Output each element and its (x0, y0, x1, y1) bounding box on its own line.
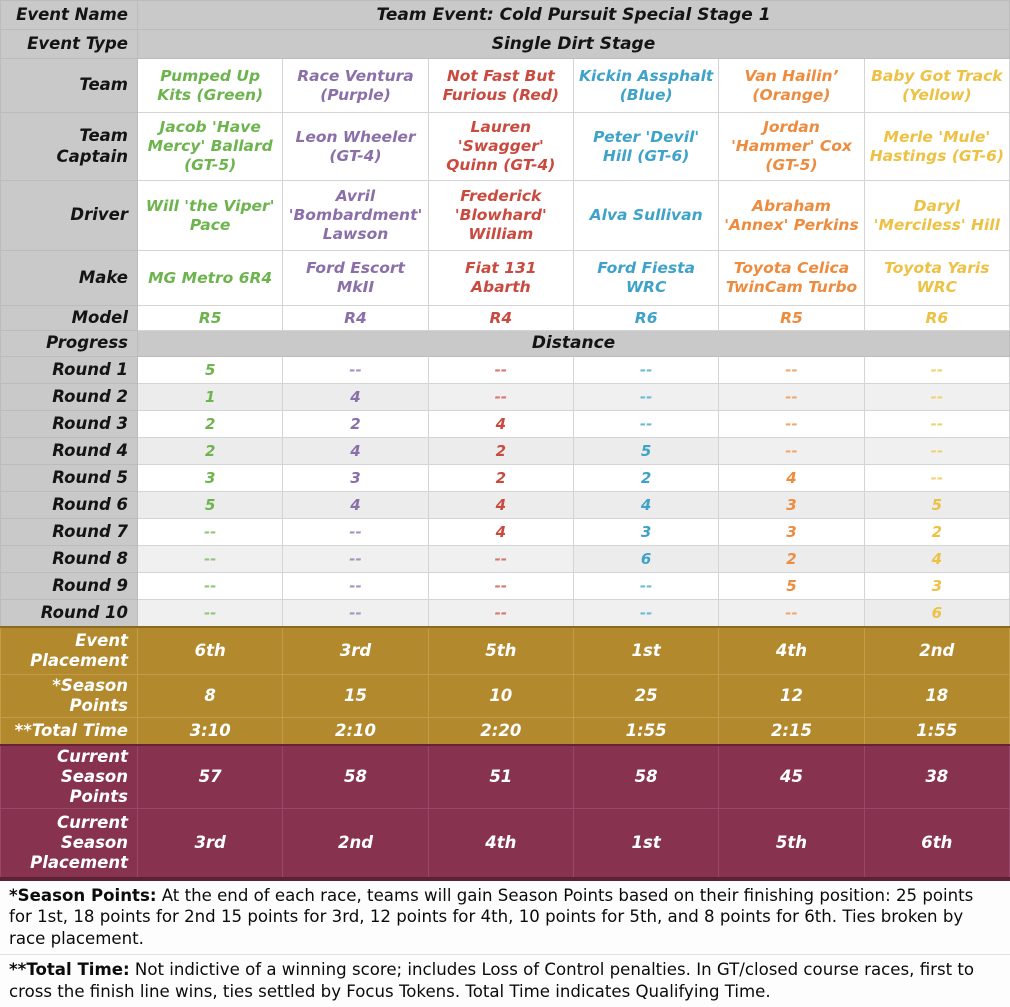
model-cell: R5 (719, 306, 864, 331)
round-value-cell: -- (719, 600, 864, 627)
round-value-cell: 4 (428, 492, 573, 519)
season-points-cell: 10 (428, 675, 573, 718)
team-name-cell: Kickin Assphalt (Blue) (573, 59, 718, 113)
round-value-cell: -- (138, 519, 283, 546)
round-value-cell: -- (573, 573, 718, 600)
current-season-points-cell: 38 (864, 745, 1009, 809)
total-time-footnote-lead: **Total Time: (9, 960, 130, 980)
current-season-points-label: Current Season Points (1, 745, 138, 809)
current-season-placement-label: Current Season Placement (1, 809, 138, 879)
round-value-cell: 3 (138, 465, 283, 492)
round-value-cell: -- (283, 600, 428, 627)
current-season-points-cell: 58 (283, 745, 428, 809)
round-value-cell: -- (283, 357, 428, 384)
driver-cell: Abraham 'Annex' Perkins (719, 181, 864, 251)
team-captain-cell: Peter 'Devil' Hill (GT-6) (573, 113, 718, 181)
round-value-cell: 4 (283, 384, 428, 411)
season-points-cell: 8 (138, 675, 283, 718)
current-season-placement-cell: 6th (864, 809, 1009, 879)
round-label: Round 5 (1, 465, 138, 492)
total-time-cell: 2:20 (428, 718, 573, 745)
round-row (1, 573, 1010, 600)
round-value-cell: 3 (719, 492, 864, 519)
round-row (1, 438, 1010, 465)
team-captain-cell: Jacob 'Have Mercy' Ballard (GT-5) (138, 113, 283, 181)
round-value-cell: -- (428, 600, 573, 627)
round-label: Round 8 (1, 546, 138, 573)
round-value-cell: -- (864, 411, 1009, 438)
event-name-label: Event Name (1, 1, 138, 30)
current-season-points-cell: 45 (719, 745, 864, 809)
round-value-cell: -- (428, 573, 573, 600)
round-value-cell: -- (864, 438, 1009, 465)
make-cell: Ford Fiesta WRC (573, 251, 718, 306)
current-season-placement-cell: 4th (428, 809, 573, 879)
round-value-cell: -- (864, 465, 1009, 492)
round-value-cell: 3 (573, 519, 718, 546)
round-value-cell: -- (719, 411, 864, 438)
round-label: Round 10 (1, 600, 138, 627)
round-value-cell: -- (573, 411, 718, 438)
driver-row-label: Driver (1, 181, 138, 251)
round-value-cell: 2 (283, 411, 428, 438)
season-points-cell: 18 (864, 675, 1009, 718)
team-captain-cell: Merle 'Mule' Hastings (GT-6) (864, 113, 1009, 181)
round-value-cell: 4 (864, 546, 1009, 573)
round-value-cell: -- (719, 384, 864, 411)
round-value-cell: 2 (138, 411, 283, 438)
round-value-cell: -- (138, 546, 283, 573)
driver-cell: Frederick 'Blowhard' William (428, 181, 573, 251)
event-placement-cell: 3rd (283, 627, 428, 675)
round-row (1, 357, 1010, 384)
round-value-cell: 4 (283, 492, 428, 519)
total-time-cell: 3:10 (138, 718, 283, 745)
season-points-footnote (0, 881, 1010, 955)
round-value-cell: -- (283, 519, 428, 546)
team-captain-row (1, 113, 1010, 181)
round-row (1, 492, 1010, 519)
current-season-placement-cell: 5th (719, 809, 864, 879)
event-placement-row (1, 627, 1010, 675)
total-time-cell: 1:55 (573, 718, 718, 745)
team-captain-cell: Lauren 'Swagger' Quinn (GT-4) (428, 113, 573, 181)
driver-cell: Avril 'Bombardment' Lawson (283, 181, 428, 251)
round-value-cell: 2 (138, 438, 283, 465)
progress-header-row (1, 331, 1010, 357)
model-cell: R6 (573, 306, 718, 331)
event-placement-label: Event Placement (1, 627, 138, 675)
total-time-footnote-text: Not indictive of a winning score; includes Loss of Control penalties. In GT/closed course races, first to cross the finish line wins, ties settled by Focus Tokens. Total Time indicates Qualifying Time. (9, 960, 975, 1001)
round-value-cell: -- (573, 384, 718, 411)
event-placement-cell: 6th (138, 627, 283, 675)
driver-cell: Will 'the Viper' Pace (138, 181, 283, 251)
round-label: Round 7 (1, 519, 138, 546)
round-value-cell: 5 (719, 573, 864, 600)
driver-row (1, 181, 1010, 251)
round-value-cell: -- (138, 573, 283, 600)
team-row (1, 59, 1010, 113)
event-name-row (1, 1, 1010, 30)
team-name-cell: Pumped Up Kits (Green) (138, 59, 283, 113)
round-value-cell: 4 (573, 492, 718, 519)
round-value-cell: 2 (719, 546, 864, 573)
round-value-cell: -- (573, 600, 718, 627)
season-points-footnote-text: At the end of each race, teams will gain Season Points based on their finishing position: 25 points for 1st, 18 points for 2nd 15 points for 3rd, 12 points for 4th, 10 points for 5th, and 8 points for 6th. Ties broken by race placement. (9, 885, 974, 948)
event-type-label: Event Type (1, 30, 138, 59)
round-row (1, 411, 1010, 438)
current-season-placement-cell: 2nd (283, 809, 428, 879)
make-row-label: Make (1, 251, 138, 306)
current-season-points-cell: 58 (573, 745, 718, 809)
round-row (1, 384, 1010, 411)
make-cell: Toyota Yaris WRC (864, 251, 1009, 306)
team-captain-row-label: Team Captain (1, 113, 138, 181)
total-time-footnote (0, 954, 1010, 1007)
season-points-cell: 12 (719, 675, 864, 718)
model-cell: R5 (138, 306, 283, 331)
make-cell: Toyota Celica TwinCam Turbo (719, 251, 864, 306)
round-value-cell: -- (864, 357, 1009, 384)
round-value-cell: 5 (864, 492, 1009, 519)
event-placement-cell: 4th (719, 627, 864, 675)
round-row (1, 465, 1010, 492)
event-placement-cell: 2nd (864, 627, 1009, 675)
round-label: Round 4 (1, 438, 138, 465)
model-cell: R4 (283, 306, 428, 331)
round-value-cell: 5 (138, 357, 283, 384)
round-label: Round 6 (1, 492, 138, 519)
round-value-cell: 5 (573, 438, 718, 465)
round-value-cell: -- (428, 384, 573, 411)
total-time-cell: 2:10 (283, 718, 428, 745)
round-value-cell: 3 (864, 573, 1009, 600)
round-value-cell: 4 (719, 465, 864, 492)
round-label: Round 2 (1, 384, 138, 411)
team-row-label: Team (1, 59, 138, 113)
make-cell: Fiat 131 Abarth (428, 251, 573, 306)
round-value-cell: 4 (428, 519, 573, 546)
round-row (1, 600, 1010, 627)
season-points-cell: 15 (283, 675, 428, 718)
footnotes-section (0, 881, 1010, 1007)
make-cell: MG Metro 6R4 (138, 251, 283, 306)
round-row (1, 519, 1010, 546)
total-time-cell: 2:15 (719, 718, 864, 745)
event-placement-cell: 5th (428, 627, 573, 675)
progress-row-label: Progress (1, 331, 138, 357)
event-type-row (1, 30, 1010, 59)
make-row (1, 251, 1010, 306)
round-value-cell: -- (719, 357, 864, 384)
round-value-cell: 6 (864, 600, 1009, 627)
round-value-cell: 1 (138, 384, 283, 411)
round-label: Round 9 (1, 573, 138, 600)
round-value-cell: 3 (283, 465, 428, 492)
round-value-cell: 2 (864, 519, 1009, 546)
model-cell: R6 (864, 306, 1009, 331)
team-captain-cell: Leon Wheeler (GT-4) (283, 113, 428, 181)
event-placement-cell: 1st (573, 627, 718, 675)
season-points-cell: 25 (573, 675, 718, 718)
round-value-cell: -- (864, 384, 1009, 411)
round-value-cell: -- (283, 573, 428, 600)
current-season-points-row (1, 745, 1010, 809)
distance-header: Distance (138, 331, 1010, 357)
round-value-cell: 4 (428, 411, 573, 438)
round-value-cell: -- (719, 438, 864, 465)
model-row-label: Model (1, 306, 138, 331)
total-time-row (1, 718, 1010, 745)
team-name-cell: Van Hailin’ (Orange) (719, 59, 864, 113)
round-value-cell: 2 (428, 465, 573, 492)
team-name-cell: Not Fast But Furious (Red) (428, 59, 573, 113)
round-value-cell: 6 (573, 546, 718, 573)
total-time-cell: 1:55 (864, 718, 1009, 745)
season-points-label: *Season Points (1, 675, 138, 718)
total-time-label: **Total Time (1, 718, 138, 745)
current-season-points-cell: 57 (138, 745, 283, 809)
team-captain-cell: Jordan 'Hammer' Cox (GT-5) (719, 113, 864, 181)
round-label: Round 3 (1, 411, 138, 438)
round-value-cell: 5 (138, 492, 283, 519)
season-points-row (1, 675, 1010, 718)
round-value-cell: 4 (283, 438, 428, 465)
event-name-value: Team Event: Cold Pursuit Special Stage 1 (138, 1, 1010, 30)
round-value-cell: -- (138, 600, 283, 627)
current-season-placement-cell: 3rd (138, 809, 283, 879)
make-cell: Ford Escort MkII (283, 251, 428, 306)
model-row (1, 306, 1010, 331)
round-value-cell: -- (573, 357, 718, 384)
current-season-placement-row (1, 809, 1010, 879)
driver-cell: Alva Sullivan (573, 181, 718, 251)
round-value-cell: 3 (719, 519, 864, 546)
current-season-placement-cell: 1st (573, 809, 718, 879)
round-row (1, 546, 1010, 573)
round-value-cell: 2 (428, 438, 573, 465)
team-name-cell: Race Ventura (Purple) (283, 59, 428, 113)
round-value-cell: -- (428, 546, 573, 573)
team-name-cell: Baby Got Track (Yellow) (864, 59, 1009, 113)
season-points-footnote-lead: *Season Points: (9, 885, 157, 905)
round-value-cell: 2 (573, 465, 718, 492)
round-value-cell: -- (283, 546, 428, 573)
driver-cell: Daryl 'Merciless' Hill (864, 181, 1009, 251)
round-label: Round 1 (1, 357, 138, 384)
event-type-value: Single Dirt Stage (138, 30, 1010, 59)
model-cell: R4 (428, 306, 573, 331)
round-value-cell: -- (428, 357, 573, 384)
current-season-points-cell: 51 (428, 745, 573, 809)
